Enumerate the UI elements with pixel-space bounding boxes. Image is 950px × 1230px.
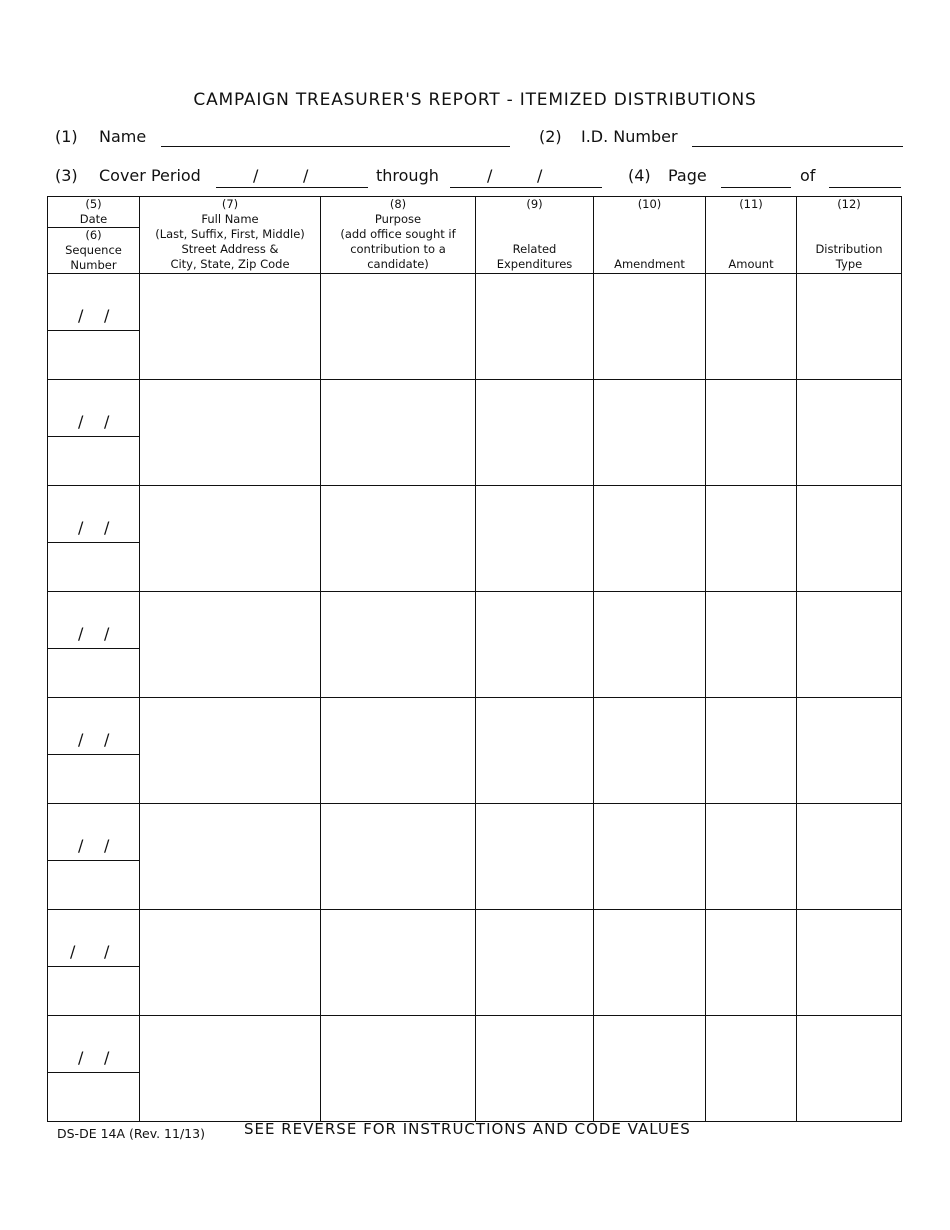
amendment-cell[interactable]: [594, 274, 706, 380]
table-row: [48, 698, 902, 804]
date-sequence-cell: [48, 698, 140, 804]
cover-start-slash-2: /: [303, 166, 309, 185]
col9-label-1: Related: [512, 242, 557, 256]
date-sequence-cell: [48, 910, 140, 1016]
date-input[interactable]: [48, 486, 139, 543]
distribution-type-cell[interactable]: [797, 698, 902, 804]
date-sequence-cell: [48, 274, 140, 380]
amount-cell[interactable]: [706, 910, 797, 1016]
date-sequence-cell: [48, 804, 140, 910]
date-slash-2: /: [104, 306, 110, 325]
sequence-number-input[interactable]: [48, 543, 139, 591]
date-sequence-cell: [48, 1016, 140, 1122]
date-sequence-cell: [48, 486, 140, 592]
distributions-table: [47, 196, 902, 1122]
distribution-type-cell[interactable]: [797, 804, 902, 910]
through-label: through: [376, 166, 439, 185]
amendment-cell[interactable]: [594, 486, 706, 592]
date-slash-1: /: [78, 412, 84, 431]
table-row: [48, 486, 902, 592]
cover-period-end-line[interactable]: [450, 187, 602, 188]
amendment-cell[interactable]: [594, 380, 706, 486]
sequence-number-input[interactable]: [48, 649, 139, 697]
distribution-type-cell[interactable]: [797, 380, 902, 486]
date-input[interactable]: [48, 910, 139, 967]
date-slash-2: /: [104, 730, 110, 749]
table-row: [48, 274, 902, 380]
cover-period-field-number: (3): [55, 166, 78, 185]
col5-number: (5): [85, 197, 102, 211]
amount-cell[interactable]: [706, 592, 797, 698]
name-field-number: (1): [55, 127, 78, 146]
id-number-input-line[interactable]: [692, 146, 903, 147]
date-slash-1: /: [78, 730, 84, 749]
related-expenditures-cell[interactable]: [476, 1016, 594, 1122]
purpose-cell[interactable]: [321, 380, 476, 486]
col12-number: (12): [837, 197, 861, 211]
purpose-cell[interactable]: [321, 592, 476, 698]
amendment-cell[interactable]: [594, 592, 706, 698]
form-id: DS-DE 14A (Rev. 11/13): [57, 1126, 205, 1141]
col9-number: (9): [526, 197, 543, 211]
col7-line-4: City, State, Zip Code: [170, 257, 290, 271]
full-name-cell[interactable]: [140, 804, 321, 910]
amendment-cell[interactable]: [594, 1016, 706, 1122]
header-amount: [706, 197, 797, 274]
col8-line-2: (add office sought if: [340, 227, 456, 241]
cover-start-slash-1: /: [253, 166, 259, 185]
sequence-number-input[interactable]: [48, 1073, 139, 1121]
date-input[interactable]: [48, 592, 139, 649]
col8-line-1: Purpose: [374, 212, 422, 226]
col9-label-2: Expenditures: [496, 257, 573, 271]
col6-number: (6): [85, 228, 102, 242]
table-row: [48, 592, 902, 698]
purpose-cell[interactable]: [321, 910, 476, 1016]
full-name-cell[interactable]: [140, 910, 321, 1016]
related-expenditures-cell[interactable]: [476, 274, 594, 380]
col8-number: (8): [389, 197, 407, 211]
col5-label: Date: [79, 212, 108, 226]
page-total-line[interactable]: [829, 187, 901, 188]
amendment-cell[interactable]: [594, 910, 706, 1016]
purpose-cell[interactable]: [321, 698, 476, 804]
header-amendment: [594, 197, 706, 274]
date-slash-1: /: [78, 1048, 84, 1067]
col6-label-1: Sequence: [65, 243, 122, 257]
date-sequence-cell: [48, 380, 140, 486]
distribution-type-cell[interactable]: [797, 274, 902, 380]
cover-end-slash-1: /: [487, 166, 493, 185]
date-input[interactable]: [48, 804, 139, 861]
full-name-cell[interactable]: [140, 592, 321, 698]
date-input[interactable]: [48, 274, 139, 331]
related-expenditures-cell[interactable]: [476, 804, 594, 910]
col7-line-2: (Last, Suffix, First, Middle): [155, 227, 305, 241]
date-slash-1: /: [78, 624, 84, 643]
distribution-type-cell[interactable]: [797, 592, 902, 698]
table-row: [48, 1016, 902, 1122]
distribution-type-cell[interactable]: [797, 910, 902, 1016]
date-slash-2: /: [104, 518, 110, 537]
distribution-type-cell[interactable]: [797, 486, 902, 592]
sequence-number-input[interactable]: [48, 331, 139, 379]
of-label: of: [800, 166, 816, 185]
related-expenditures-cell[interactable]: [476, 592, 594, 698]
col7-line-3: Street Address &: [181, 242, 279, 256]
date-input[interactable]: [48, 698, 139, 755]
cover-end-slash-2: /: [537, 166, 543, 185]
date-slash-1: /: [78, 836, 84, 855]
date-slash-1: /: [78, 518, 84, 537]
col12-label-2: Type: [835, 257, 863, 271]
name-input-line[interactable]: [161, 146, 510, 147]
col11-label: Amount: [728, 257, 774, 271]
date-slash-1: /: [78, 306, 84, 325]
date-sequence-cell: [48, 592, 140, 698]
purpose-cell[interactable]: [321, 274, 476, 380]
date-slash-2: /: [104, 624, 110, 643]
full-name-cell[interactable]: [140, 486, 321, 592]
header-distribution-type: [797, 197, 902, 274]
purpose-cell[interactable]: [321, 804, 476, 910]
related-expenditures-cell[interactable]: [476, 910, 594, 1016]
cover-period-start-line[interactable]: [216, 187, 368, 188]
purpose-cell[interactable]: [321, 486, 476, 592]
full-name-cell[interactable]: [140, 380, 321, 486]
sequence-number-input[interactable]: [48, 755, 139, 803]
col8-line-3: contribution to a: [350, 242, 446, 256]
date-input[interactable]: [48, 380, 139, 437]
sequence-number-input[interactable]: [48, 967, 139, 1015]
full-name-cell[interactable]: [140, 698, 321, 804]
header-purpose: [321, 197, 476, 274]
col7-number: (7): [221, 197, 239, 211]
page-number-line[interactable]: [721, 187, 791, 188]
col7-line-1: Full Name: [201, 212, 259, 226]
col10-label: Amendment: [614, 257, 685, 271]
related-expenditures-cell[interactable]: [476, 380, 594, 486]
col12-label-1: Distribution: [815, 242, 883, 256]
related-expenditures-cell[interactable]: [476, 698, 594, 804]
full-name-cell[interactable]: [140, 274, 321, 380]
id-number-field-number: (2): [539, 127, 562, 146]
date-slash-2: /: [104, 836, 110, 855]
amount-cell[interactable]: [706, 380, 797, 486]
reverse-instructions-note: SEE REVERSE FOR INSTRUCTIONS AND CODE VALUES: [244, 1120, 691, 1138]
col11-number: (11): [739, 197, 763, 211]
date-slash-2: /: [104, 412, 110, 431]
amount-cell[interactable]: [706, 274, 797, 380]
date-input[interactable]: [48, 1016, 139, 1073]
date-slash-2: /: [104, 942, 110, 961]
col6-label-2: Number: [70, 258, 117, 272]
table-row: [48, 910, 902, 1016]
date-slash-2: /: [104, 1048, 110, 1067]
date-slash-1: /: [70, 942, 76, 961]
page-label: Page: [668, 166, 707, 185]
amendment-cell[interactable]: [594, 698, 706, 804]
amount-cell[interactable]: [706, 486, 797, 592]
amount-cell[interactable]: [706, 1016, 797, 1122]
full-name-cell[interactable]: [140, 1016, 321, 1122]
purpose-cell[interactable]: [321, 1016, 476, 1122]
amount-cell[interactable]: [706, 804, 797, 910]
sequence-number-input[interactable]: [48, 861, 139, 909]
header-related-expenditures: [476, 197, 594, 274]
table-row: [48, 804, 902, 910]
related-expenditures-cell[interactable]: [476, 486, 594, 592]
header-date-sequence: [48, 197, 140, 274]
header-full-name: [140, 197, 321, 274]
sequence-number-input[interactable]: [48, 437, 139, 485]
form-title: CAMPAIGN TREASURER'S REPORT - ITEMIZED DISTRIBUTIONS: [193, 90, 757, 110]
cover-period-label: Cover Period: [99, 166, 201, 185]
col10-number: (10): [637, 197, 662, 211]
name-label: Name: [99, 127, 147, 146]
table-row: [48, 380, 902, 486]
amendment-cell[interactable]: [594, 804, 706, 910]
id-number-label: I.D. Number: [581, 127, 678, 146]
page-field-number: (4): [628, 166, 651, 185]
col8-line-4: candidate): [367, 257, 429, 271]
amount-cell[interactable]: [706, 698, 797, 804]
distribution-type-cell[interactable]: [797, 1016, 902, 1122]
